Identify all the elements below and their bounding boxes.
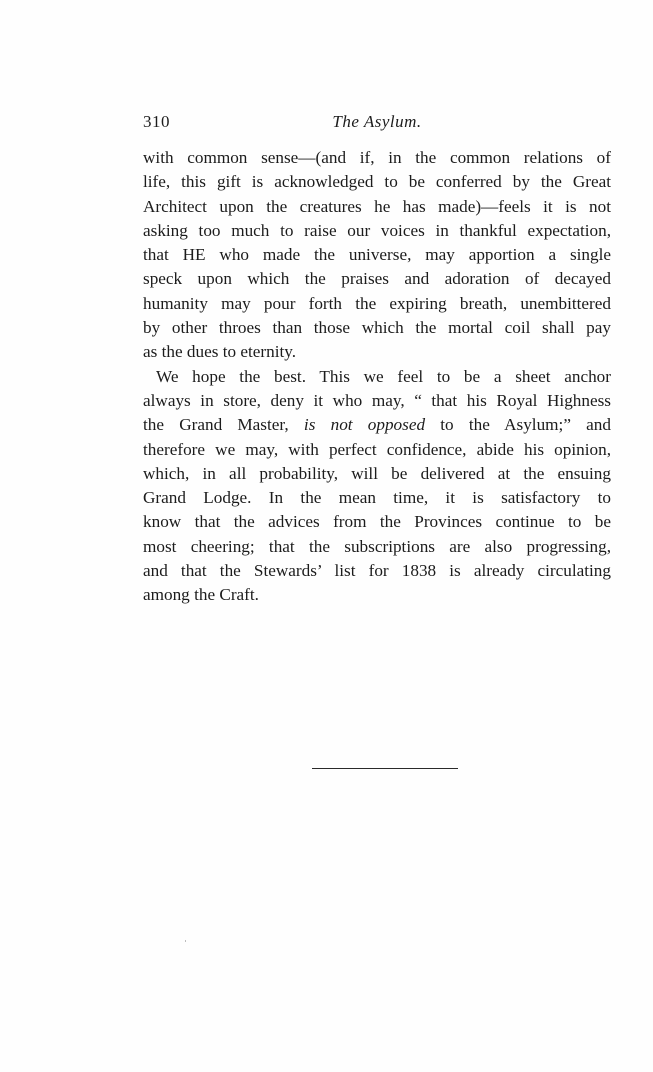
paper-speck [185,940,186,942]
text-line: as the dues to eternity. [143,342,297,362]
text-segment: the Grand Master, [143,415,304,435]
text-segment: to the Asylum;” and [425,415,611,435]
text-line: and that the Stewards’ list for 1838 is already circulating [143,561,611,581]
text-line: know that the advices from the Provinces continue to be [143,512,611,532]
text-line: that HE who made the universe, may apportion a single [143,245,611,265]
text-line: with common sense—(and if, in the common relations of [143,148,611,167]
italic-phrase: is not opposed [303,415,426,435]
running-title: The Asylum. [332,112,422,131]
text-line: asking too much to raise our voices in thankful expectation, [143,220,611,240]
text-line: speck upon which the praises and adoration of decayed [143,269,611,289]
text-line: among the Craft. [143,585,259,605]
paragraph-2 [143,365,611,608]
text-line: life, this gift is acknowledged to be conferred by the Great [143,172,611,192]
text-line: Architect upon the creatures he has made)—feels it is not [143,196,611,216]
text-line [143,413,611,437]
text-line: by other throes than those which the mortal coil shall pay [143,318,611,338]
text-line: humanity may pour forth the expiring breath, unembittered [143,293,611,313]
text-line: We hope the best. This we feel to be a sheet anchor [156,366,611,386]
page-number: 310 [143,112,170,131]
body-text [143,146,611,608]
section-end-rule [312,768,458,769]
text-line: therefore we may, with perfect confidence, abide his opinion, [143,439,611,459]
text-line: which, in all probability, will be delivered at the ensuing [143,463,611,483]
text-line: Grand Lodge. In the mean time, it is satisfactory to [143,488,611,508]
paragraph-1 [143,146,611,365]
text-line: most cheering; that the subscriptions are also progressing, [143,536,611,556]
running-head [143,112,611,138]
text-line: always in store, deny it who may, “ that his Royal Highness [143,390,611,410]
